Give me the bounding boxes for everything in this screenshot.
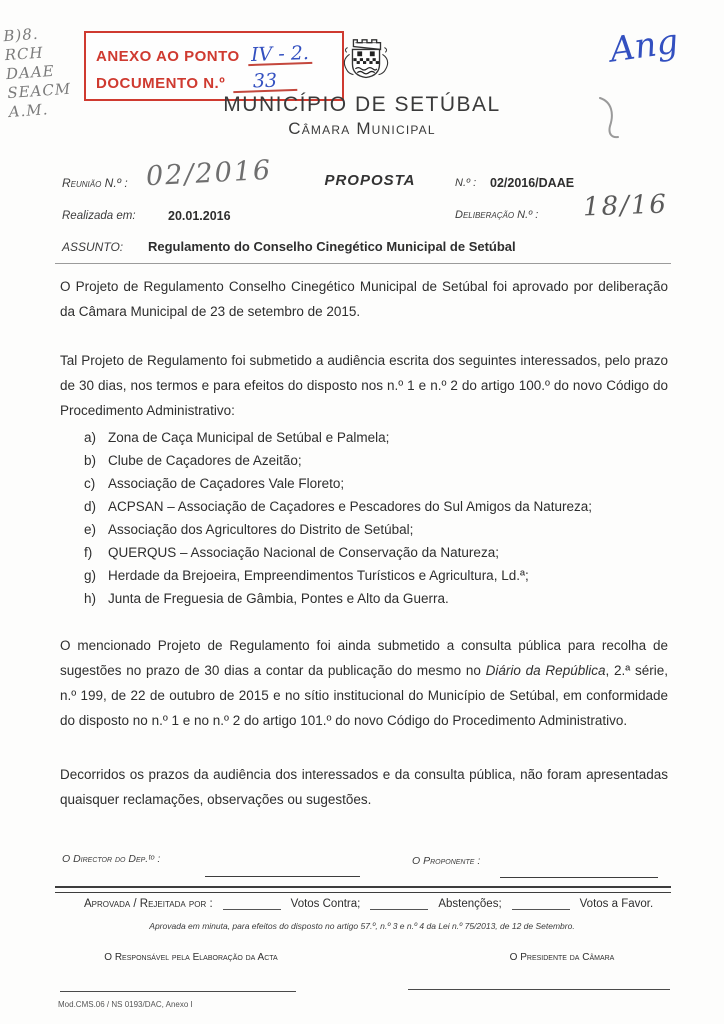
p3-text: , 2.ª série, n.º 199, de 22 de outubro de 2015 e no sítio institucional do Município de Setúbal, em conformidade do disposto no n.º 1 e no n.º 2 do artigo 101.º do novo Código do Procedimento Administrativo. <box>60 663 668 728</box>
list-item <box>84 518 644 541</box>
presidente-camara-label: O Presidente da Câmara <box>509 952 615 963</box>
setubal-coat-of-arms-icon <box>337 33 395 98</box>
list-text: ACPSAN – Associação de Caçadores e Pescadores do Sul Amigos da Natureza; <box>108 499 593 514</box>
voting-row <box>84 896 676 910</box>
municipality-title: MUNICÍPIO DE SETÚBAL <box>223 93 501 116</box>
pencil-note-line: B)8. <box>2 24 40 46</box>
double-rule-divider <box>55 886 671 893</box>
header-divider-line <box>55 263 671 264</box>
minuta-note: Aprovada em minuta, para efeitos do disposto no artigo 57.º, n.º 3 e n.º 4 da Lei n.º 75/2013, de 12 de Setembro. <box>149 921 575 931</box>
stamp-anexo-row <box>96 38 334 65</box>
reuniao-handwritten-value: 02/2016 <box>145 154 273 193</box>
responsavel-signature-line <box>60 991 296 992</box>
numero-value: 02/2016/DAAE <box>490 176 575 190</box>
list-item <box>84 495 644 518</box>
votos-favor-label: Votos a Favor. <box>579 898 654 910</box>
list-marker: d) <box>84 499 97 514</box>
stamp-documento-label: DOCUMENTO N.º <box>96 75 226 92</box>
responsavel-acta-label: O Responsável pela Elaboração da Acta <box>104 952 278 963</box>
director-label: O Director do Dep.ᵗᵒ : <box>62 853 161 865</box>
list-text: Associação dos Agricultores do Distrito de Setúbal; <box>108 522 414 537</box>
stamp-anexo-handwritten-value: IV - 2. <box>247 44 312 66</box>
director-signature-line <box>205 876 360 877</box>
list-text: Zona de Caça Municipal de Setúbal e Palmela; <box>108 430 390 445</box>
numero-label: N.º : <box>455 177 477 189</box>
presidente-signature-line <box>408 989 670 990</box>
pencil-note-line: RCH <box>4 43 45 65</box>
paragraph-conclusao: Decorridos os prazos da audiência dos interessados e da consulta pública, não foram apresentadas quaisquer reclamações, observações ou sugestões. <box>60 767 668 807</box>
list-marker: c) <box>84 476 96 491</box>
interested-parties-list <box>84 426 644 610</box>
list-item <box>84 472 644 495</box>
proposta-heading: PROPOSTA <box>324 172 416 189</box>
pencil-note-line: SEACM <box>6 79 72 103</box>
p3-text: O mencionado Projeto de Regulamento foi ainda submetido a consulta pública para recolha de sugestões no prazo de 30 dias a contar da publicação do mesmo no <box>60 638 668 678</box>
p3-publication-title: Diário da República <box>485 663 606 678</box>
proponente-signature-line <box>500 877 658 878</box>
list-text: Junta de Freguesia de Gâmbia, Pontes e Alto da Guerra. <box>108 591 449 606</box>
council-subtitle: Câmara Municipal <box>288 119 436 138</box>
list-marker: g) <box>84 568 97 583</box>
list-item <box>84 587 644 610</box>
stamp-documento-row <box>96 65 334 92</box>
annex-stamp <box>84 31 344 101</box>
list-item <box>84 426 644 449</box>
abstencoes-label: Abstenções; <box>438 898 502 910</box>
list-text: Associação de Caçadores Vale Floreto; <box>108 476 345 491</box>
votos-contra-label: Votos Contra; <box>290 898 361 910</box>
list-marker: e) <box>84 522 97 537</box>
pencil-note-line: DAAE <box>5 61 56 84</box>
reuniao-label: Reunião N.º : <box>62 176 128 190</box>
list-item <box>84 564 644 587</box>
list-marker: b) <box>84 453 97 468</box>
realizada-em-label: Realizada em: <box>62 210 136 222</box>
pencil-note-line: A.M. <box>8 100 49 122</box>
paragraph-audiencia: Tal Projeto de Regulamento foi submetido a audiência escrita dos seguintes interessados, pelo prazo de 30 dias, nos termos e para efeitos do disposto nos n.º 1 e n.º 2 do artigo 100.º do novo Código do Procedimento Administrativo: <box>60 353 668 418</box>
paragraph-consulta-publica <box>60 633 668 733</box>
deliberacao-handwritten-value: 18/16 <box>582 189 669 223</box>
abstencoes-blank-line <box>370 896 428 910</box>
aprovada-rejeitada-label: Aprovada / Rejeitada por : <box>84 898 213 910</box>
list-item <box>84 449 644 472</box>
realizada-em-value: 20.01.2016 <box>168 209 231 223</box>
votes-contra-blank-line <box>223 896 281 910</box>
list-marker: f) <box>84 545 93 560</box>
deliberacao-label: Deliberação N.º : <box>455 209 539 221</box>
form-reference: Mod.CMS.06 / NS 0193/DAC, Anexo I <box>58 1000 193 1009</box>
stamp-anexo-label: ANEXO AO PONTO <box>96 48 240 65</box>
assunto-value: Regulamento do Conselho Cinegético Municipal de Setúbal <box>148 239 516 254</box>
assunto-label: ASSUNTO: <box>62 240 124 254</box>
proponente-label: O Proponente : <box>412 855 481 867</box>
list-text: Clube de Caçadores de Azeitão; <box>108 453 302 468</box>
stamp-documento-handwritten-value: 33 <box>233 71 298 93</box>
list-text: Herdade da Brejoeira, Empreendimentos Turísticos e Agricultura, Ld.ª; <box>108 568 529 583</box>
list-marker: h) <box>84 591 97 606</box>
votos-favor-blank-line <box>512 896 570 910</box>
list-marker: a) <box>84 430 97 445</box>
list-text: QUERQUS – Associação Nacional de Conservação da Natureza; <box>108 545 499 560</box>
paragraph-approval: O Projeto de Regulamento Conselho Cinegético Municipal de Setúbal foi aprovado por deliberação da Câmara Municipal de 23 de setembro de 2015. <box>60 279 668 319</box>
ink-initials-handwriting: Ang <box>607 21 681 71</box>
list-item <box>84 541 644 564</box>
